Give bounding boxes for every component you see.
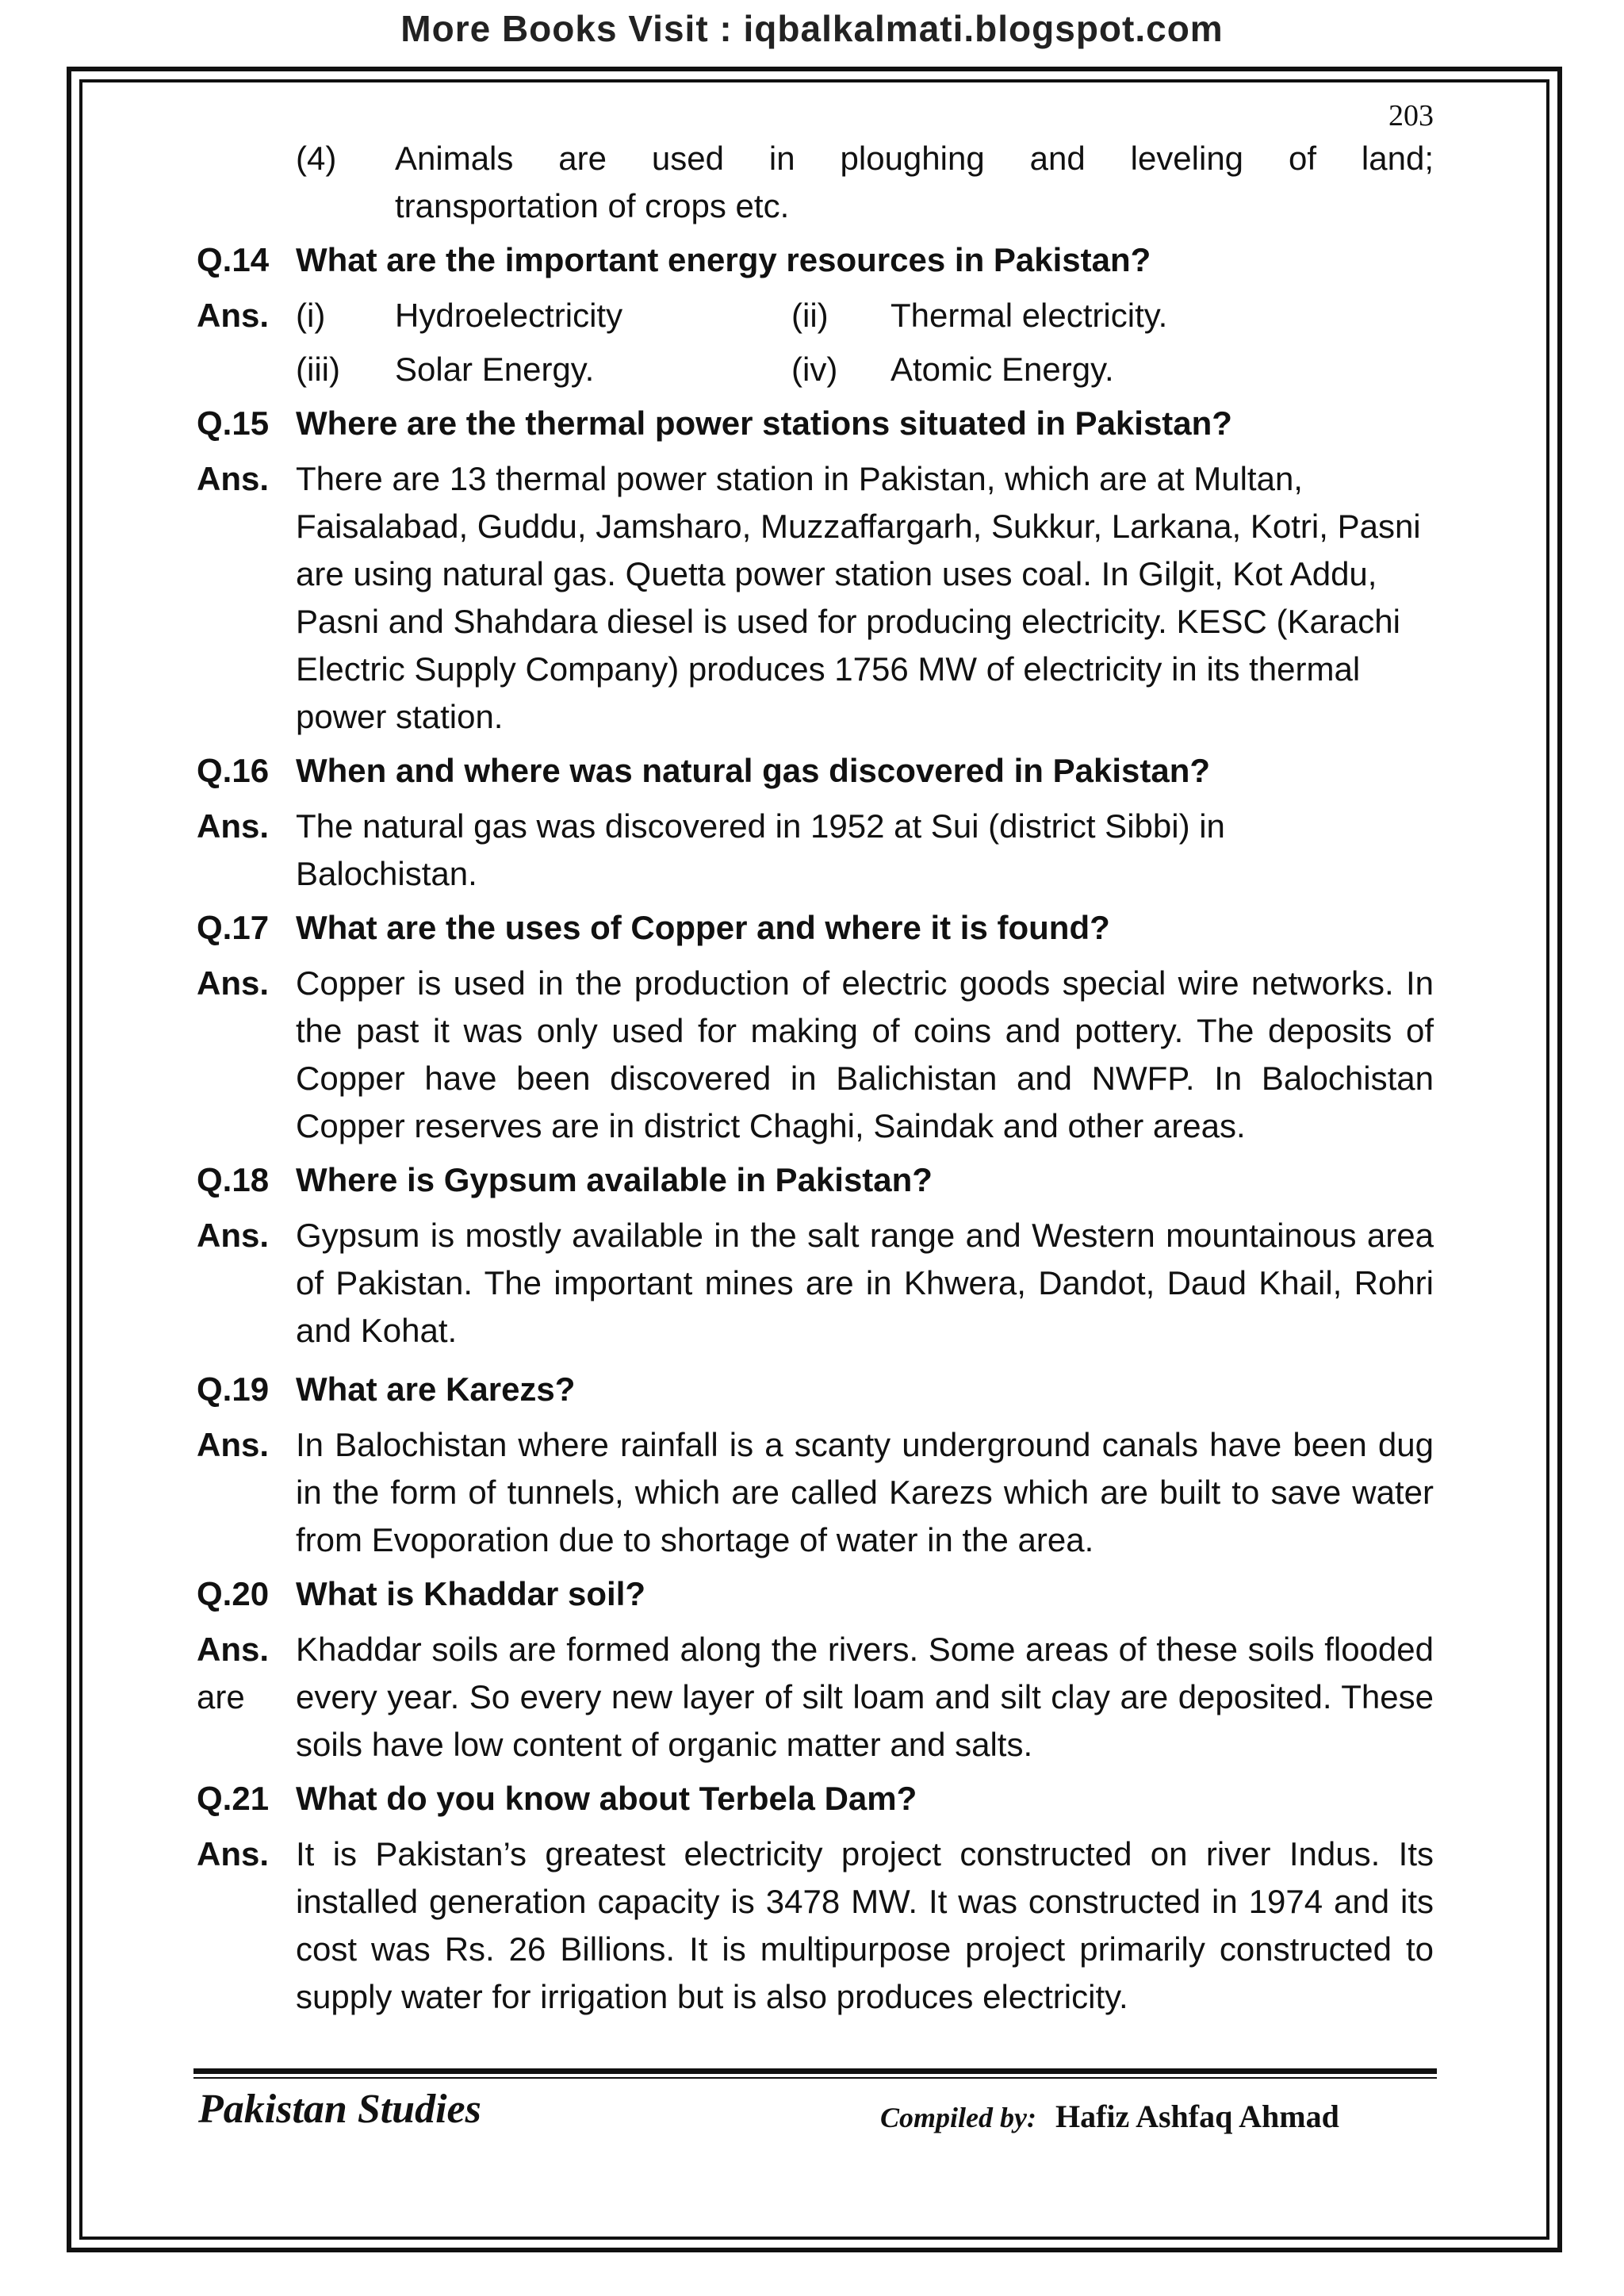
answer-text: Khaddar soils are formed along the rivers. Some areas of these soils flooded every year. So every new layer of silt loam and silt clay are deposited. These soils have low content of organic matter and salts.	[296, 1631, 1434, 1763]
answer-label: Ans.	[197, 297, 270, 334]
answer-row	[197, 960, 1434, 1150]
answer-label: Ans.	[197, 807, 270, 845]
list-item-text: Solar Energy.	[395, 351, 595, 388]
page-content	[197, 135, 1434, 2027]
answer-label: Ans.	[197, 1426, 270, 1463]
answer-label: Ans.	[197, 1631, 270, 1668]
footer-subject: Pakistan Studies	[198, 2087, 481, 2132]
site-banner: More Books Visit : iqbalkalmati.blogspot.com	[400, 8, 1224, 49]
question-text: Where are the thermal power stations situated in Pakistan?	[296, 404, 1232, 442]
question-text: What are Karezs?	[296, 1370, 576, 1408]
item-number: (4)	[296, 140, 337, 177]
answer-text: In Balochistan where rainfall is a scanty underground canals have been dug in the form of tunnels, which are called Karezs which are built to save water from Evoporation due to shortage of water in the area.	[296, 1426, 1434, 1558]
answer-row	[197, 1212, 1434, 1355]
answer-row	[197, 1830, 1434, 2021]
answer-text: Copper is used in the production of electric goods special wire networks. In the past it was only used for making of coins and pottery. The deposits of Copper have been discovered in Balichistan and NWFP. In Balochistan Copper reserves are in district Chaghi, Saindak and other areas.	[296, 964, 1434, 1144]
question-row	[197, 236, 1434, 284]
list-item-text: Atomic Energy.	[891, 351, 1114, 388]
footer-credit	[880, 2098, 1339, 2135]
question-label: Q.14	[197, 241, 270, 278]
answer-row	[197, 803, 1434, 898]
question-text: What do you know about Terbela Dam?	[296, 1780, 917, 1817]
footer-rule	[193, 2068, 1437, 2079]
list-item-number: (iii)	[296, 351, 340, 388]
question-label: Q.21	[197, 1780, 270, 1817]
answer-row	[197, 292, 1434, 393]
question-label: Q.17	[197, 909, 270, 946]
question-text: What is Khaddar soil?	[296, 1575, 646, 1612]
question-row	[197, 1366, 1434, 1413]
answer-label: Ans.	[197, 1217, 270, 1254]
question-text: What are the important energy resources in Pakistan?	[296, 241, 1151, 278]
answer-text: It is Pakistan’s greatest electricity project constructed on river Indus. Its installed generation capacity is 3478 MW. It was constructed in 1974 and its cost was Rs. 26 Billions. It is multipurpose project primarily constructed to supply water for irrigation but is also produces electricity.	[296, 1835, 1434, 2015]
question-label: Q.19	[197, 1370, 270, 1408]
question-row	[197, 1570, 1434, 1618]
question-label: Q.20	[197, 1575, 270, 1612]
question-text: What are the uses of Copper and where it is found?	[296, 909, 1110, 946]
compiled-by-label: Compiled by:	[880, 2102, 1036, 2133]
question-label: Q.18	[197, 1161, 270, 1198]
page-number: 203	[1388, 99, 1434, 132]
answer-label: Ans.	[197, 1835, 270, 1872]
list-item-number: (iv)	[791, 351, 838, 388]
answer-row	[197, 1626, 1434, 1769]
question-row	[197, 400, 1434, 447]
question-text: Where is Gypsum available in Pakistan?	[296, 1161, 933, 1198]
answer-text: Gypsum is mostly available in the salt range and Western mountainous area of Pakistan. The important mines are in Khwera, Dandot, Daud Khail, Rohri and Kohat.	[296, 1217, 1434, 1349]
question-row	[197, 1775, 1434, 1823]
question-row	[197, 904, 1434, 952]
list-item-number: (i)	[296, 297, 326, 334]
question-row	[197, 1156, 1434, 1204]
list-item-text: Hydroelectricity	[395, 297, 623, 334]
question-label: Q.16	[197, 752, 270, 789]
answer-label: Ans.	[197, 460, 270, 497]
list-item-number: (ii)	[791, 297, 829, 334]
question-label: Q.15	[197, 404, 270, 442]
stray-word: are	[197, 1678, 245, 1715]
item-text: Animals are used in ploughing and leveling of land;	[395, 140, 1434, 177]
author-name: Hafiz Ashfaq Ahmad	[1055, 2099, 1339, 2134]
answer-row	[197, 1421, 1434, 1564]
item-text: transportation of crops etc.	[395, 187, 790, 224]
answer-text: The natural gas was discovered in 1952 at Sui (district Sibbi) in Balochistan.	[296, 807, 1225, 892]
answer-text: There are 13 thermal power station in Pakistan, which are at Multan, Faisalabad, Guddu, Jamsharo, Muzzaffargarh, Sukkur, Larkana, Kotri, Pasni are using natural gas. Quetta power station uses coal. In Gilgit, Kot Addu, Pasni and Shahdara diesel is used for producing electricity. KESC (Karachi Electric Supply Company) produces 1756 MW of electricity in its thermal power station.	[296, 460, 1421, 735]
answer-label: Ans.	[197, 964, 270, 1002]
question-text: When and where was natural gas discovered in Pakistan?	[296, 752, 1211, 789]
list-item-text: Thermal electricity.	[891, 297, 1168, 334]
continuation-item	[197, 135, 1434, 230]
answer-list	[296, 292, 1434, 393]
answer-row	[197, 455, 1434, 741]
question-row	[197, 747, 1434, 795]
